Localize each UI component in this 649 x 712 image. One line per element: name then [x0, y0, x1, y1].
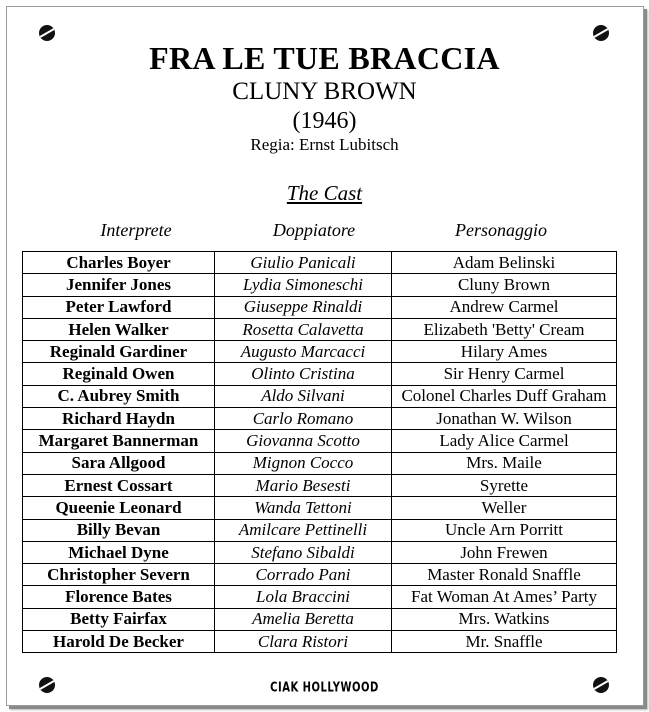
- table-row: [23, 519, 617, 541]
- dubber-cell: Wanda Tettoni: [215, 497, 392, 519]
- ciak-hollywood-logo: CIAK HOLLYWOOD: [270, 681, 379, 696]
- character-cell: Master Ronald Snaffle: [392, 564, 617, 586]
- actor-cell: Michael Dyne: [23, 541, 215, 563]
- actor-cell: Margaret Bannerman: [23, 430, 215, 452]
- column-header-actor: Interprete: [100, 220, 172, 240]
- table-row: [23, 586, 617, 608]
- table-row: [23, 474, 617, 496]
- cast-table-body: [23, 252, 617, 653]
- actor-cell: Charles Boyer: [23, 252, 215, 274]
- character-cell: Elizabeth 'Betty' Cream: [392, 318, 617, 340]
- table-row: [23, 452, 617, 474]
- cast-table: [22, 251, 617, 653]
- character-cell: John Frewen: [392, 541, 617, 563]
- actor-cell: Queenie Leonard: [23, 497, 215, 519]
- actor-cell: C. Aubrey Smith: [23, 385, 215, 407]
- table-row: [23, 296, 617, 318]
- actor-cell: Peter Lawford: [23, 296, 215, 318]
- actor-cell: Billy Bevan: [23, 519, 215, 541]
- character-cell: Mrs. Watkins: [392, 608, 617, 630]
- column-header-dubber: Doppiatore: [272, 220, 356, 240]
- actor-cell: Sara Allgood: [23, 452, 215, 474]
- dubber-cell: Lydia Simoneschi: [215, 274, 392, 296]
- screw-icon: [593, 25, 609, 41]
- table-row: [23, 564, 617, 586]
- dubber-cell: Stefano Sibaldi: [215, 541, 392, 563]
- character-cell: Adam Belinski: [392, 252, 617, 274]
- character-cell: Mrs. Maile: [392, 452, 617, 474]
- dubber-cell: Olinto Cristina: [215, 363, 392, 385]
- character-cell: Sir Henry Carmel: [392, 363, 617, 385]
- table-row: [23, 408, 617, 430]
- dubber-cell: Aldo Silvani: [215, 385, 392, 407]
- dubber-cell: Giuseppe Rinaldi: [215, 296, 392, 318]
- table-row: [23, 608, 617, 630]
- table-row: [23, 318, 617, 340]
- table-row: [23, 631, 617, 653]
- dubber-cell: Corrado Pani: [215, 564, 392, 586]
- screw-icon: [39, 25, 55, 41]
- dubber-cell: Rosetta Calavetta: [215, 318, 392, 340]
- actor-cell: Ernest Cossart: [23, 474, 215, 496]
- table-row: [23, 385, 617, 407]
- cast-heading: The Cast: [286, 181, 363, 205]
- character-cell: Weller: [392, 497, 617, 519]
- dubber-cell: Giulio Panicali: [215, 252, 392, 274]
- dubber-cell: Lola Braccini: [215, 586, 392, 608]
- actor-cell: Christopher Severn: [23, 564, 215, 586]
- character-cell: Jonathan W. Wilson: [392, 408, 617, 430]
- character-cell: Syrette: [392, 474, 617, 496]
- table-row: [23, 363, 617, 385]
- dubber-cell: Mario Besesti: [215, 474, 392, 496]
- actor-cell: Betty Fairfax: [23, 608, 215, 630]
- character-cell: Hilary Ames: [392, 341, 617, 363]
- column-header-character: Personaggio: [455, 220, 547, 240]
- director-credit: Regia: Ernst Lubitsch: [250, 135, 399, 154]
- original-title: CLUNY BROWN: [232, 78, 417, 105]
- table-row: [23, 341, 617, 363]
- table-row: [23, 252, 617, 274]
- table-row: [23, 274, 617, 296]
- character-cell: Colonel Charles Duff Graham: [392, 385, 617, 407]
- actor-cell: Jennifer Jones: [23, 274, 215, 296]
- dubber-cell: Augusto Marcacci: [215, 341, 392, 363]
- actor-cell: Reginald Owen: [23, 363, 215, 385]
- character-cell: Mr. Snaffle: [392, 631, 617, 653]
- character-cell: Lady Alice Carmel: [392, 430, 617, 452]
- dubber-cell: Mignon Cocco: [215, 452, 392, 474]
- actor-cell: Florence Bates: [23, 586, 215, 608]
- table-row: [23, 497, 617, 519]
- table-row: [23, 430, 617, 452]
- actor-cell: Richard Haydn: [23, 408, 215, 430]
- character-cell: Fat Woman At Ames’ Party: [392, 586, 617, 608]
- actor-cell: Helen Walker: [23, 318, 215, 340]
- table-row: [23, 541, 617, 563]
- character-cell: Cluny Brown: [392, 274, 617, 296]
- film-title: FRA LE TUE BRACCIA: [149, 40, 500, 76]
- character-cell: Uncle Arn Porritt: [392, 519, 617, 541]
- release-year: (1946): [292, 108, 357, 134]
- dubber-cell: Amelia Beretta: [215, 608, 392, 630]
- dubber-cell: Carlo Romano: [215, 408, 392, 430]
- character-cell: Andrew Carmel: [392, 296, 617, 318]
- dubber-cell: Amilcare Pettinelli: [215, 519, 392, 541]
- actor-cell: Reginald Gardiner: [23, 341, 215, 363]
- actor-cell: Harold De Becker: [23, 631, 215, 653]
- dubber-cell: Giovanna Scotto: [215, 430, 392, 452]
- dubber-cell: Clara Ristori: [215, 631, 392, 653]
